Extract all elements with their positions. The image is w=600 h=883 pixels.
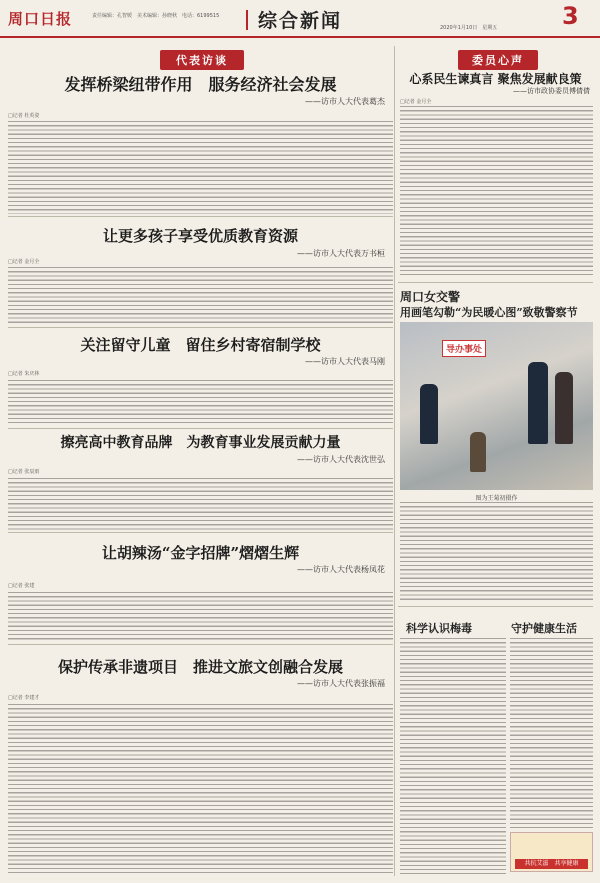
article-separator (8, 644, 393, 645)
article-title: 让更多孩子享受优质教育资源 (102, 227, 298, 245)
side-article-body (400, 502, 593, 602)
side-separator (398, 282, 593, 283)
figure-citizen (470, 432, 486, 472)
article-separator (8, 428, 393, 429)
article-title: 关注留守儿童 留住乡村寄宿制学校 (80, 336, 321, 354)
side-article-title: 用画笔勾勒“为民暖心图”致敬警察节 (400, 306, 578, 319)
editor-info: 责任编辑：孔智媛 美术编辑：孙晓秋 电话：6199515 (92, 13, 220, 19)
article-byline: □记者 朱庆林 (8, 371, 40, 377)
article-body (8, 478, 393, 530)
article-byline: □记者 李建才 (8, 695, 40, 701)
figure-citizen (555, 372, 573, 444)
article-separator (8, 216, 393, 217)
side-article-kicker: 周口女交警 (400, 290, 461, 304)
ad-slogan: 共抗艾滋 共享健康 (515, 859, 588, 869)
article-body (8, 267, 393, 325)
side-article-byline: □记者 金月全 (400, 99, 432, 105)
article-body (8, 704, 393, 874)
figure-officer (528, 362, 548, 444)
section-banner-interviews: 代表访谈 (160, 50, 244, 70)
newspaper-logo: 周口日报 (8, 10, 73, 28)
article-body (8, 121, 393, 214)
article-subtitle: ——访市人大代表葛杰 (305, 97, 385, 106)
article-subtitle: ——访市人大代表马刚 (305, 357, 385, 366)
article-title: 让胡辣汤“金字招牌”熠熠生辉 (101, 544, 300, 562)
article-byline: □记者 金月全 (8, 259, 40, 265)
section-divider (246, 10, 248, 30)
article-title: 保护传承非遗项目 推进文旅文创融合发展 (57, 658, 343, 676)
page-number: 3 (562, 2, 579, 30)
photo-caption: 图为王菊初摄作 (475, 495, 518, 502)
article-subtitle: ——访市人大代表万书桓 (297, 249, 385, 258)
figure-officer (420, 384, 438, 444)
side-article-subtitle: ——访市政协委员傅倩倩 (513, 87, 590, 95)
article-byline: □记者 张建 (8, 583, 35, 589)
section-banner-voices: 委员心声 (458, 50, 538, 70)
article-title: 发挥桥梁纽带作用 服务经济社会发展 (64, 75, 337, 94)
side-article-title: 科学认识梅毒 (406, 622, 472, 635)
police-artwork-photo (400, 322, 593, 490)
side-article-body (400, 106, 593, 278)
section-title: 综合新闻 (258, 10, 343, 32)
article-separator (8, 532, 393, 533)
side-article-body (510, 638, 593, 828)
article-subtitle: ——访市人大代表张振福 (297, 679, 385, 688)
side-separator (398, 606, 593, 607)
aids-awareness-ad (510, 832, 593, 872)
article-subtitle: ——访市人大代表杨凤花 (297, 565, 385, 574)
side-article-title: 守护健康生活 (511, 622, 577, 635)
article-body (8, 380, 393, 426)
article-byline: □记者 杜英姿 (8, 113, 40, 119)
article-subtitle: ——访市人大代表沈世弘 (297, 455, 385, 464)
office-sign: 导办事处 (442, 340, 486, 357)
side-article-title: 心系民生谏真言 聚焦发展献良策 (409, 72, 582, 86)
article-body (8, 592, 393, 642)
article-title: 擦亮高中教育品牌 为教育事业发展贡献力量 (60, 435, 341, 451)
article-byline: □记者 张辰雨 (8, 469, 40, 475)
article-separator (8, 327, 393, 328)
issue-date: 2020年1月10日 星期五 (440, 25, 498, 31)
side-article-body (400, 638, 506, 874)
column-divider (394, 46, 395, 876)
